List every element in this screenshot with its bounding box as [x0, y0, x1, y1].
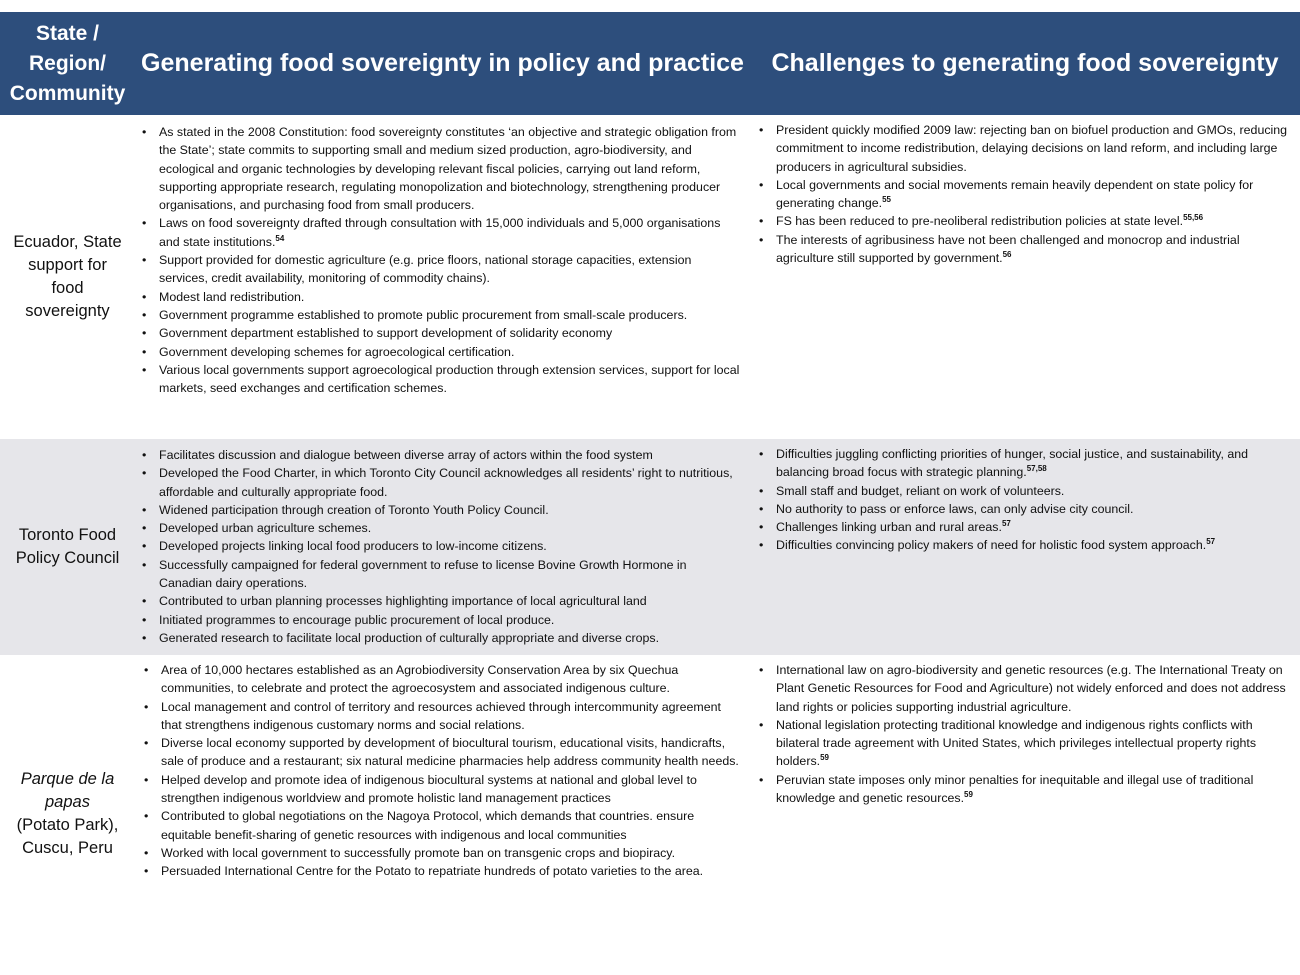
header-region-line: Community: [9, 81, 126, 105]
list-item: • Helped develop and promote idea of indigenous biocultural systems at national and global level to strengthen indigenous worldview and promote holistic land management practices: [161, 771, 742, 808]
region-line: support for: [28, 256, 107, 274]
list-item: • Local management and control of territory and resources achieved through intercommunity agreement that strengthens indigenous customary norms and social relations.: [161, 698, 742, 735]
table-row-ecuador: [0, 115, 1300, 439]
list-item: • Challenges linking urban and rural areas.$^{57}$: [776, 518, 1292, 536]
region-line: sovereignty: [25, 302, 110, 320]
challenges-list: [758, 445, 1292, 555]
list-item: • Government developing schemes for agroecological certification.: [159, 343, 742, 361]
region-line: Cuscu, Peru: [22, 839, 113, 857]
list-item: • Modest land redistribution.: [159, 288, 742, 306]
list-item: • Peruvian state imposes only minor penalties for inequitable and illegal use of traditional knowledge and genetic resources.$^{59}$: [776, 771, 1292, 808]
region-line: (Potato Park),: [16, 816, 119, 834]
practice-cell: [135, 115, 750, 439]
list-item: • Initiated programmes to encourage public procurement of local produce.: [159, 611, 742, 629]
list-item: • Laws on food sovereignty drafted through consultation with 15,000 individuals and 5,000 organisations and state institutions.$^{54}$: [159, 214, 742, 251]
region-line: Ecuador, State: [13, 233, 122, 251]
list-item: • Difficulties juggling conflicting priorities of hunger, social justice, and sustainability, and balancing broad focus with strategic planning.$^{57,58}$: [776, 445, 1292, 482]
list-item: • Diverse local economy supported by development of biocultural tourism, educational visits, handicrafts, sale of produce and a restaurant; six natural medicine pharmacies help address community health needs.: [161, 734, 742, 771]
header-region-line: Region/: [29, 51, 106, 75]
list-item: • FS has been reduced to pre-neoliberal redistribution policies at state level.$^{55,56}$: [776, 212, 1292, 230]
region-line: food: [51, 279, 84, 297]
list-item: • International law on agro-biodiversity and genetic resources (e.g. The International Treaty on Plant Genetic Resources for Food and Agriculture) not widely enforced and does not address land rights or policies supporting industrial agriculture.: [776, 661, 1292, 716]
list-item: • Successfully campaigned for federal government to refuse to license Bovine Growth Hormone in Canadian dairy operations.: [159, 556, 742, 593]
list-item: • The interests of agribusiness have not been challenged and monocrop and industrial agriculture still supported by government.$^{56}$: [776, 231, 1292, 268]
list-item: • Small staff and budget, reliant on work of volunteers.: [776, 482, 1292, 500]
region-line: Toronto Food: [18, 526, 117, 544]
footnote-ref: 55,56: [1183, 213, 1204, 223]
list-item: • Facilitates discussion and dialogue between diverse array of actors within the food system: [159, 446, 742, 464]
list-item: • Area of 10,000 hectares established as an Agrobiodiversity Conservation Area by six Quechua communities, to celebrate and protect the agroecosystem and associated indigenous culture.: [161, 661, 742, 698]
list-item: • As stated in the 2008 Constitution: food sovereignty constitutes ‘an objective and strategic obligation from the State’; state commits to supporting small and medium sized production, agro-biodiversity, and ecological and organic technologies by developing relevant fiscal policies, carrying out land reform, supporting appropriate research, regulating monopolization and biotechnology, strengthening producer organisations, and purchasing food from small producers.: [159, 123, 742, 214]
list-item: • Contributed to urban planning processes highlighting importance of local agricultural land: [159, 592, 742, 610]
region-line: Policy Council: [15, 549, 120, 567]
list-item: • Various local governments support agroecological production through extension services, support for local markets, seed exchanges and certification schemes.: [159, 361, 742, 398]
list-item: • Worked with local government to successfully promote ban on transgenic crops and biopiracy.: [161, 844, 742, 862]
list-item: • Support provided for domestic agriculture (e.g. price floors, national storage capacities, extension services, credit availability, monitoring of commodity chains).: [159, 251, 742, 288]
list-item: • National legislation protecting traditional knowledge and indigenous rights conflicts with bilateral trade agreement with United States, which privileges intellectual property rights holders.$^{59}$: [776, 716, 1292, 771]
list-item: • Difficulties convincing policy makers of need for holistic food system approach.$^{57}$: [776, 536, 1292, 554]
footnote-ref: 55: [882, 195, 892, 205]
list-item: • Developed projects linking local food producers to low-income citizens.: [159, 537, 742, 555]
list-item: • No authority to pass or enforce laws, can only advise city council.: [776, 500, 1292, 518]
list-item: • Developed the Food Charter, in which Toronto City Council acknowledges all residents’ right to nutritious, affordable and culturally appropriate food.: [159, 464, 742, 501]
list-item: • Persuaded International Centre for the Potato to repatriate hundreds of potato varieties to the area.: [161, 862, 742, 880]
header-region-line: State /: [35, 21, 100, 45]
list-item: • Government department established to support development of solidarity economy: [159, 324, 742, 342]
practice-cell: [135, 439, 750, 655]
list-item: • Local governments and social movements remain heavily dependent on state policy for generating change.$^{55}$: [776, 176, 1292, 213]
footnote-ref: 57,58: [1026, 464, 1047, 474]
header-region: [0, 19, 135, 109]
region-cell: [0, 655, 135, 973]
challenges-list: [758, 121, 1292, 267]
region-cell: [0, 115, 135, 439]
header-challenges: Challenges to generating food sovereignty: [771, 49, 1279, 77]
list-item: • Contributed to global negotiations on the Nagoya Protocol, which demands that countries. ensure equitable benefit-sharing of genetic resources with indigenous and local communities: [161, 807, 742, 844]
footnote-ref: 59: [820, 753, 829, 763]
challenges-cell: [750, 115, 1300, 439]
list-item: • President quickly modified 2009 law: rejecting ban on biofuel production and GMOs, reducing commitment to income redistribution, delaying decisions on land reform, and including large producers in agricultural subsidies.: [776, 121, 1292, 176]
food-sovereignty-table: [0, 12, 1300, 973]
region-line: papas: [45, 793, 90, 811]
list-item: • Widened participation through creation of Toronto Youth Policy Council.: [159, 501, 742, 519]
practice-list: [141, 661, 742, 881]
challenges-cell: [750, 655, 1300, 973]
list-item: • Government programme established to promote public procurement from small-scale producers.: [159, 306, 742, 324]
footnote-ref: 56: [1002, 250, 1012, 260]
table-row-potato-park: [0, 655, 1300, 973]
header-practice: Generating food sovereignty in policy and practice: [141, 49, 744, 77]
region-cell: [0, 439, 135, 655]
footnote-ref: 57: [1206, 537, 1216, 547]
table-header: [0, 12, 1300, 115]
challenges-cell: [750, 439, 1300, 655]
footnote-ref: 57: [1001, 519, 1011, 529]
table-row-toronto: [0, 439, 1300, 655]
practice-list: [141, 123, 742, 397]
practice-list: [141, 446, 742, 647]
footnote-ref: 59: [964, 790, 973, 800]
footnote-ref: 54: [275, 233, 285, 243]
region-line: Parque de la: [20, 770, 115, 788]
practice-cell: [135, 655, 750, 973]
challenges-list: [758, 661, 1292, 807]
list-item: • Developed urban agriculture schemes.: [159, 519, 742, 537]
list-item: • Generated research to facilitate local production of culturally appropriate and diverse crops.: [159, 629, 742, 647]
